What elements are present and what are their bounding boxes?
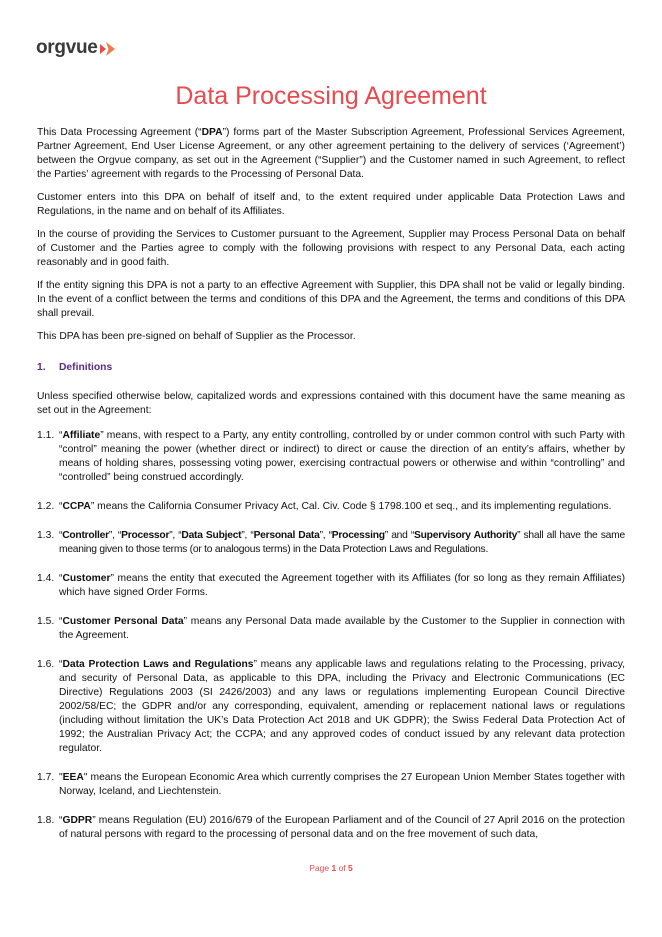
logo-arrow-icon [100, 42, 115, 56]
page-total: 5 [348, 863, 353, 873]
document-body [37, 126, 625, 857]
page-footer [0, 863, 662, 873]
page-label: Page [309, 863, 330, 873]
intro-paragraph-2: Customer enters into this DPA on behalf of itself and, to the extent required under applicable Data Protection Laws and Regulations, in the name and on behalf of its Affiliates. [37, 192, 625, 217]
definition-eea: 1.7. "EEA" means the European Economic Area which currently comprises the 27 European Union Member States together with Norway, Iceland, and Liechtenstein. [37, 772, 625, 797]
page-current: 1 [331, 863, 337, 873]
intro-paragraph-1: This Data Processing Agreement (“DPA”) forms part of the Master Subscription Agreement, Professional Services Agreement, Partner Agreement, End User License Agreement, or any other agreement pertaining to the delivery of services (‘Agreement’) between the Orgvue company, as set out in the Agreement (“Supplier”) and the Customer named in such Agreement, to reflect the Parties’ agreement with regards to the Processing of Personal Data. [37, 127, 625, 180]
definition-customer-personal-data: 1.5. “Customer Personal Data” means any Personal Data made available by the Customer to the Supplier in connection with the Agreement. [37, 616, 625, 641]
logo-wordmark: orgvue [36, 37, 98, 58]
intro-paragraph-5: This DPA has been pre-signed on behalf of Supplier as the Processor. [37, 331, 356, 342]
page-of-label: of [338, 863, 346, 873]
definition-gdpr: 1.8. “GDPR” means Regulation (EU) 2016/679 of the European Parliament and of the Council of 27 April 2016 on the protection of natural persons with regard to the processing of personal data and on the free movement of such data, [37, 815, 625, 840]
definition-controller-processor: 1.3. “Controller”, “Processor”, “Data Subject”, “Personal Data”, “Processing” and “Supervisory Authority” shall all have the same meaning given to those terms (or to analogous terms) in the Data Protection Laws and Regulations. [37, 530, 625, 555]
intro-paragraph-4: If the entity signing this DPA is not a party to an effective Agreement with Supplier, this DPA shall not be valid or legally binding. In the event of a conflict between the terms and conditions of this DPA and the Agreement, the terms and conditions of this DPA shall prevail. [37, 280, 625, 319]
definition-ccpa: 1.2. “CCPA” means the California Consumer Privacy Act, Cal. Civ. Code § 1798.100 et seq., and its implementing regulations. [37, 501, 612, 512]
orgvue-logo [36, 36, 115, 60]
section-heading-definitions: 1. Definitions [37, 362, 113, 373]
definition-affiliate: 1.1. “Affiliate” means, with respect to a Party, any entity controlling, controlled by or under common control with such Party with “control” meaning the power (whether direct or indirect) to direct or cause the direction of an entity’s affairs, whether by means of holding shares, possessing voting power, exercising contractual powers or otherwise and within “controlling” and “controlled” being construed accordingly. [37, 430, 625, 483]
definition-customer: 1.4. “Customer” means the entity that executed the Agreement together with its Affiliates (for so long as they remain Affiliates) which have signed Order Forms. [37, 573, 625, 598]
document-title: Data Processing Agreement [175, 82, 487, 110]
definition-data-protection-laws: 1.6. “Data Protection Laws and Regulations” means any applicable laws and regulations relating to the Processing, privacy, and security of Personal Data, as applicable to this DPA, including the Privacy and Electronic Communications (EC Directive) Regulations 2003 (SI 2426/2003) and any laws or regulations implementing European Council Directive 2002/58/EC; the GDPR and/or any corresponding, equivalent, amending or replacement national laws or regulations (including without limitation the UK’s Data Protection Act 2018 and UK GDPR); the Swiss Federal Data Protection Act of 1992; the Australian Privacy Act; the CCPA; and any approved codes of conduct issued by any relevant data protection regulator. [37, 659, 625, 754]
definitions-intro: Unless specified otherwise below, capitalized words and expressions contained with this document have the same meaning as set out in the Agreement: [37, 391, 625, 416]
intro-paragraph-3: In the course of providing the Services to Customer pursuant to the Agreement, Supplier may Process Personal Data on behalf of Customer and the Parties agree to comply with the following provisions with respect to any Personal Data, each acting reasonably and in good faith. [37, 229, 625, 268]
